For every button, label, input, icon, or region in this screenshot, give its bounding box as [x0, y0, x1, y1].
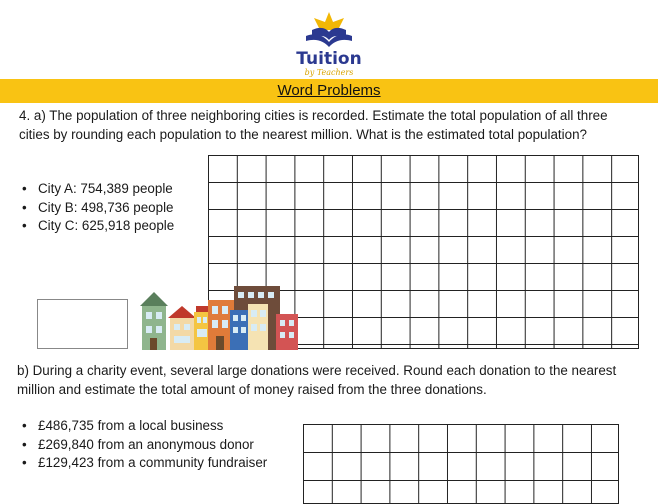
city-population-list	[18, 180, 174, 236]
list-item: • £269,840 from an anonymous donor	[18, 436, 267, 455]
house-green	[140, 292, 168, 350]
building-red	[276, 314, 298, 350]
list-item: • City A: 754,389 people	[18, 180, 174, 199]
list-item: • City B: 498,736 people	[18, 199, 174, 218]
city-buildings-illustration	[138, 284, 300, 350]
tuition-logo	[284, 8, 374, 78]
book-crown-icon	[298, 8, 360, 52]
question-a-text: 4. a) The population of three neighboring cities is recorded. Estimate the total population of all three cities by rounding each population to the nearest million. What is the estimated total population?	[19, 108, 608, 142]
house-beige	[168, 306, 196, 350]
page-title: Word Problems	[277, 82, 381, 99]
question-b-text: b) During a charity event, several large donations were received. Round each donation to the nearest million and estimate the total amount of money raised from the three donations.	[17, 363, 617, 397]
logo-brand: Tuition	[296, 49, 362, 69]
title-banner	[0, 79, 658, 103]
working-grid-b[interactable]	[303, 424, 619, 504]
answer-box-a[interactable]	[37, 299, 128, 349]
list-item: • £129,423 from a community fundraiser	[18, 454, 267, 473]
logo-tagline: by Teachers	[304, 68, 354, 77]
donation-list	[18, 417, 267, 473]
building-blue	[230, 310, 248, 350]
building-cream	[248, 304, 268, 350]
list-item: • £486,735 from a local business	[18, 417, 267, 436]
list-item: • City C: 625,918 people	[18, 217, 174, 236]
house-yellow	[194, 306, 210, 350]
